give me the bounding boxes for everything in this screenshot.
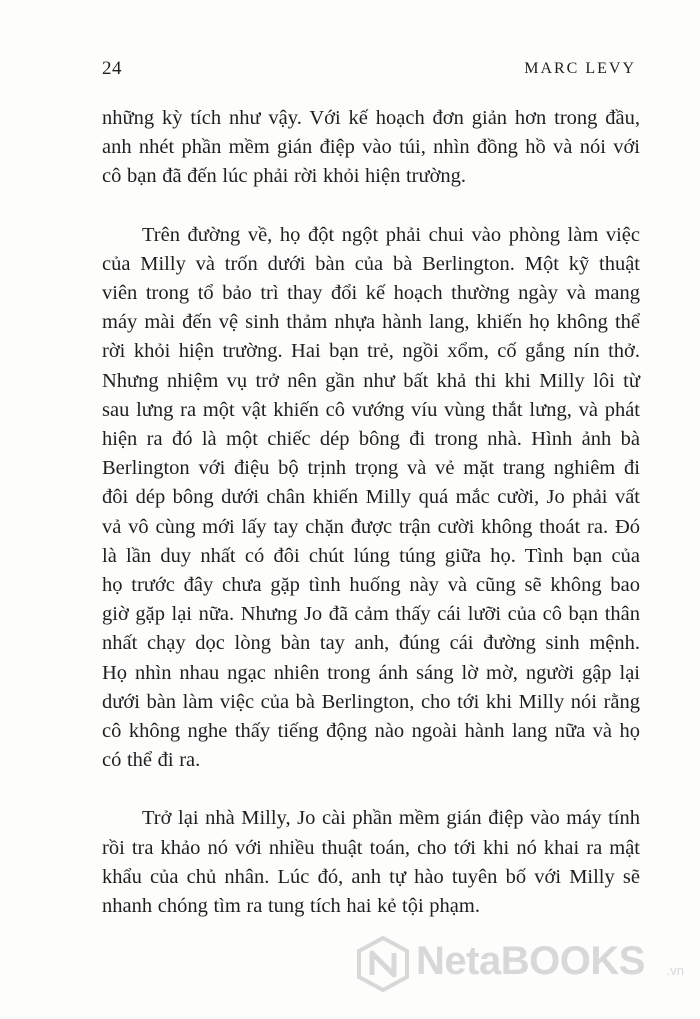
text-line: nhất chạy dọc lòng bàn tay anh, đúng cái đường sinh mệnh. [102, 632, 640, 655]
text-line: anh nhét phần mềm gián điệp vào túi, nhìn đồng hồ và nói với [102, 136, 640, 159]
text-line: Trở lại nhà Milly, Jo cài phần mềm gián điệp vào máy tính [142, 807, 640, 830]
paragraph-3 [102, 804, 640, 921]
text-line: viên trong tổ bảo trì thay đổi kế hoạch thường ngày và mang [102, 282, 640, 305]
text-line: Berlington với điệu bộ trịnh trọng và vẻ mặt trang nghiêm đi [102, 457, 640, 480]
text-line: Trên đường về, họ đột ngột phải chui vào phòng làm việc [142, 223, 640, 246]
text-line: vả vô cùng mới lấy tay chặn được trận cười không thoát ra. Đó [102, 515, 640, 538]
text-line: giờ gặp lại nữa. Nhưng Jo đã cảm thấy cái lưỡi của cô bạn thân [102, 603, 640, 626]
text-line: dưới bàn làm việc của bà Berlington, cho tới khi Milly nói rằng [102, 690, 640, 713]
text-line: sau lưng ra một vật khiến cô vướng víu vùng thắt lưng, và phát [102, 398, 640, 421]
paragraph-1 [102, 104, 640, 192]
text-line: của Milly và trốn dưới bàn của bà Berlington. Một kỹ thuật [102, 252, 640, 275]
text-line: máy mài đến vệ sinh thảm nhựa hành lang, khiến họ không thể [102, 311, 640, 334]
text-line: rời khỏi hiện trường. Hai bạn trẻ, ngồi xổm, cố gắng nín thở. [102, 340, 640, 363]
text-line: nhanh chóng tìm ra tung tích hai kẻ tội phạm. [102, 895, 480, 918]
text-line: là lần duy nhất có đôi chút lúng túng giữa họ. Tình bạn của [102, 544, 640, 567]
text-line: đôi dép bông dưới chân khiến Milly quá mắc cười, Jo phải vất [102, 486, 640, 509]
text-line: những kỳ tích như vậy. Với kế hoạch đơn giản hơn trong đầu, [102, 107, 640, 129]
watermark-suffix: .vn [666, 963, 684, 978]
text-line: khẩu của chủ nhân. Lúc đó, anh tự hào tuyên bố với Milly sẽ [102, 865, 640, 888]
body-text [102, 104, 640, 921]
neta-logo-icon [354, 935, 412, 993]
watermark [354, 933, 684, 995]
text-line: cô không nghe thấy tiếng động nào ngoài hành lang nữa và họ [102, 720, 640, 743]
text-line: cô bạn đã đến lúc phải rời khỏi hiện trường. [102, 165, 467, 188]
text-line: Họ nhìn nhau ngạc nhiên trong ánh sáng lờ mờ, người gập lại [102, 661, 640, 684]
page-number: 24 [102, 58, 122, 79]
text-line: hiện ra đó là một chiếc dép bông đi trong nhà. Hình ảnh bà [102, 428, 640, 451]
running-head-author: MARC LEVY [524, 60, 636, 77]
text-line: có thể đi ra. [102, 749, 201, 772]
text-line: rồi tra khảo nó với nhiều thuật toán, cho tới khi nó khai ra mật [102, 836, 640, 859]
page-header [102, 58, 636, 88]
text-line: Nhưng nhiệm vụ trở nên gần như bất khả thi khi Milly lôi từ [102, 369, 640, 392]
text-line: họ trước đây chưa gặp tình huống này và cũng sẽ không bao [102, 574, 640, 597]
watermark-brand: NetaBOOKS [416, 939, 645, 983]
paragraph-2 [102, 221, 640, 776]
